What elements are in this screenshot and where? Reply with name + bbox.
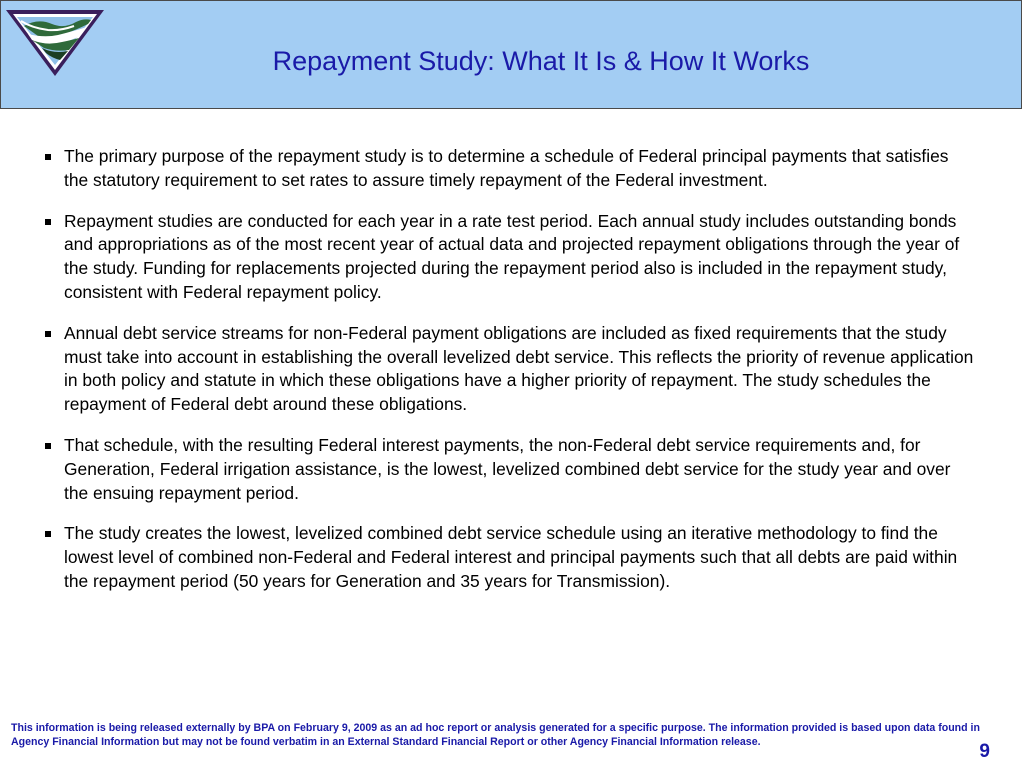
bullet-text: Annual debt service streams for non-Federal payment obligations are included as fixed requirements that the study must take into account in establishing the overall levelized debt service. This reflects the priority of revenue application in both policy and statute in which these obligations have a higher priority of repayment. The study schedules the repayment of Federal debt around these obligations. [64,322,974,415]
square-bullet-icon [45,531,51,537]
bullet-item [44,210,974,305]
bullet-text: The primary purpose of the repayment study is to determine a schedule of Federal principal payments that satisfies the statutory requirement to set rates to assure timely repayment of the Federal investment. [64,146,949,190]
square-bullet-icon [45,154,51,160]
bullet-text: Repayment studies are conducted for each year in a rate test period. Each annual study includes outstanding bonds and appropriations as of the most recent year of actual data and projected repayment obligations through the year of the study. Funding for replacements projected during the repayment period also is included in the repayment study, consistent with Federal repayment policy. [64,210,960,302]
square-bullet-icon [45,331,51,337]
bullet-item [44,522,974,593]
slide-title: Repayment Study: What It Is & How It Works [272,46,810,76]
square-bullet-icon [45,219,51,225]
bpa-triangle-logo-icon [4,8,106,78]
bullet-item [44,434,974,505]
square-bullet-icon [45,443,51,449]
bullet-item [44,322,974,417]
bullet-text: That schedule, with the resulting Federal interest payments, the non-Federal debt service requirements and, for Generation, Federal irrigation assistance, is the lowest, levelized combined debt service for the study year and over the ensuing repayment period. [64,434,951,503]
page-number: 9 [979,741,990,762]
bullet-text: The study creates the lowest, levelized combined debt service schedule using an iterative methodology to find the lowest level of combined non-Federal and Federal interest and principal payments such that all debts are paid within the repayment period (50 years for Generation and 35 years for Transmission). [64,523,958,591]
bullet-item [44,145,974,193]
bullet-list [44,145,974,611]
footer-disclaimer: This information is being released externally by BPA on February 9, 2009 as an ad hoc report or analysis generated for a specific purpose. The information provided is based upon data found in Agency Financial Information but may not be found verbatim in an External Standard Financial Report or other Agency Financial Information release. [11,722,980,748]
slide-header [0,0,1022,109]
